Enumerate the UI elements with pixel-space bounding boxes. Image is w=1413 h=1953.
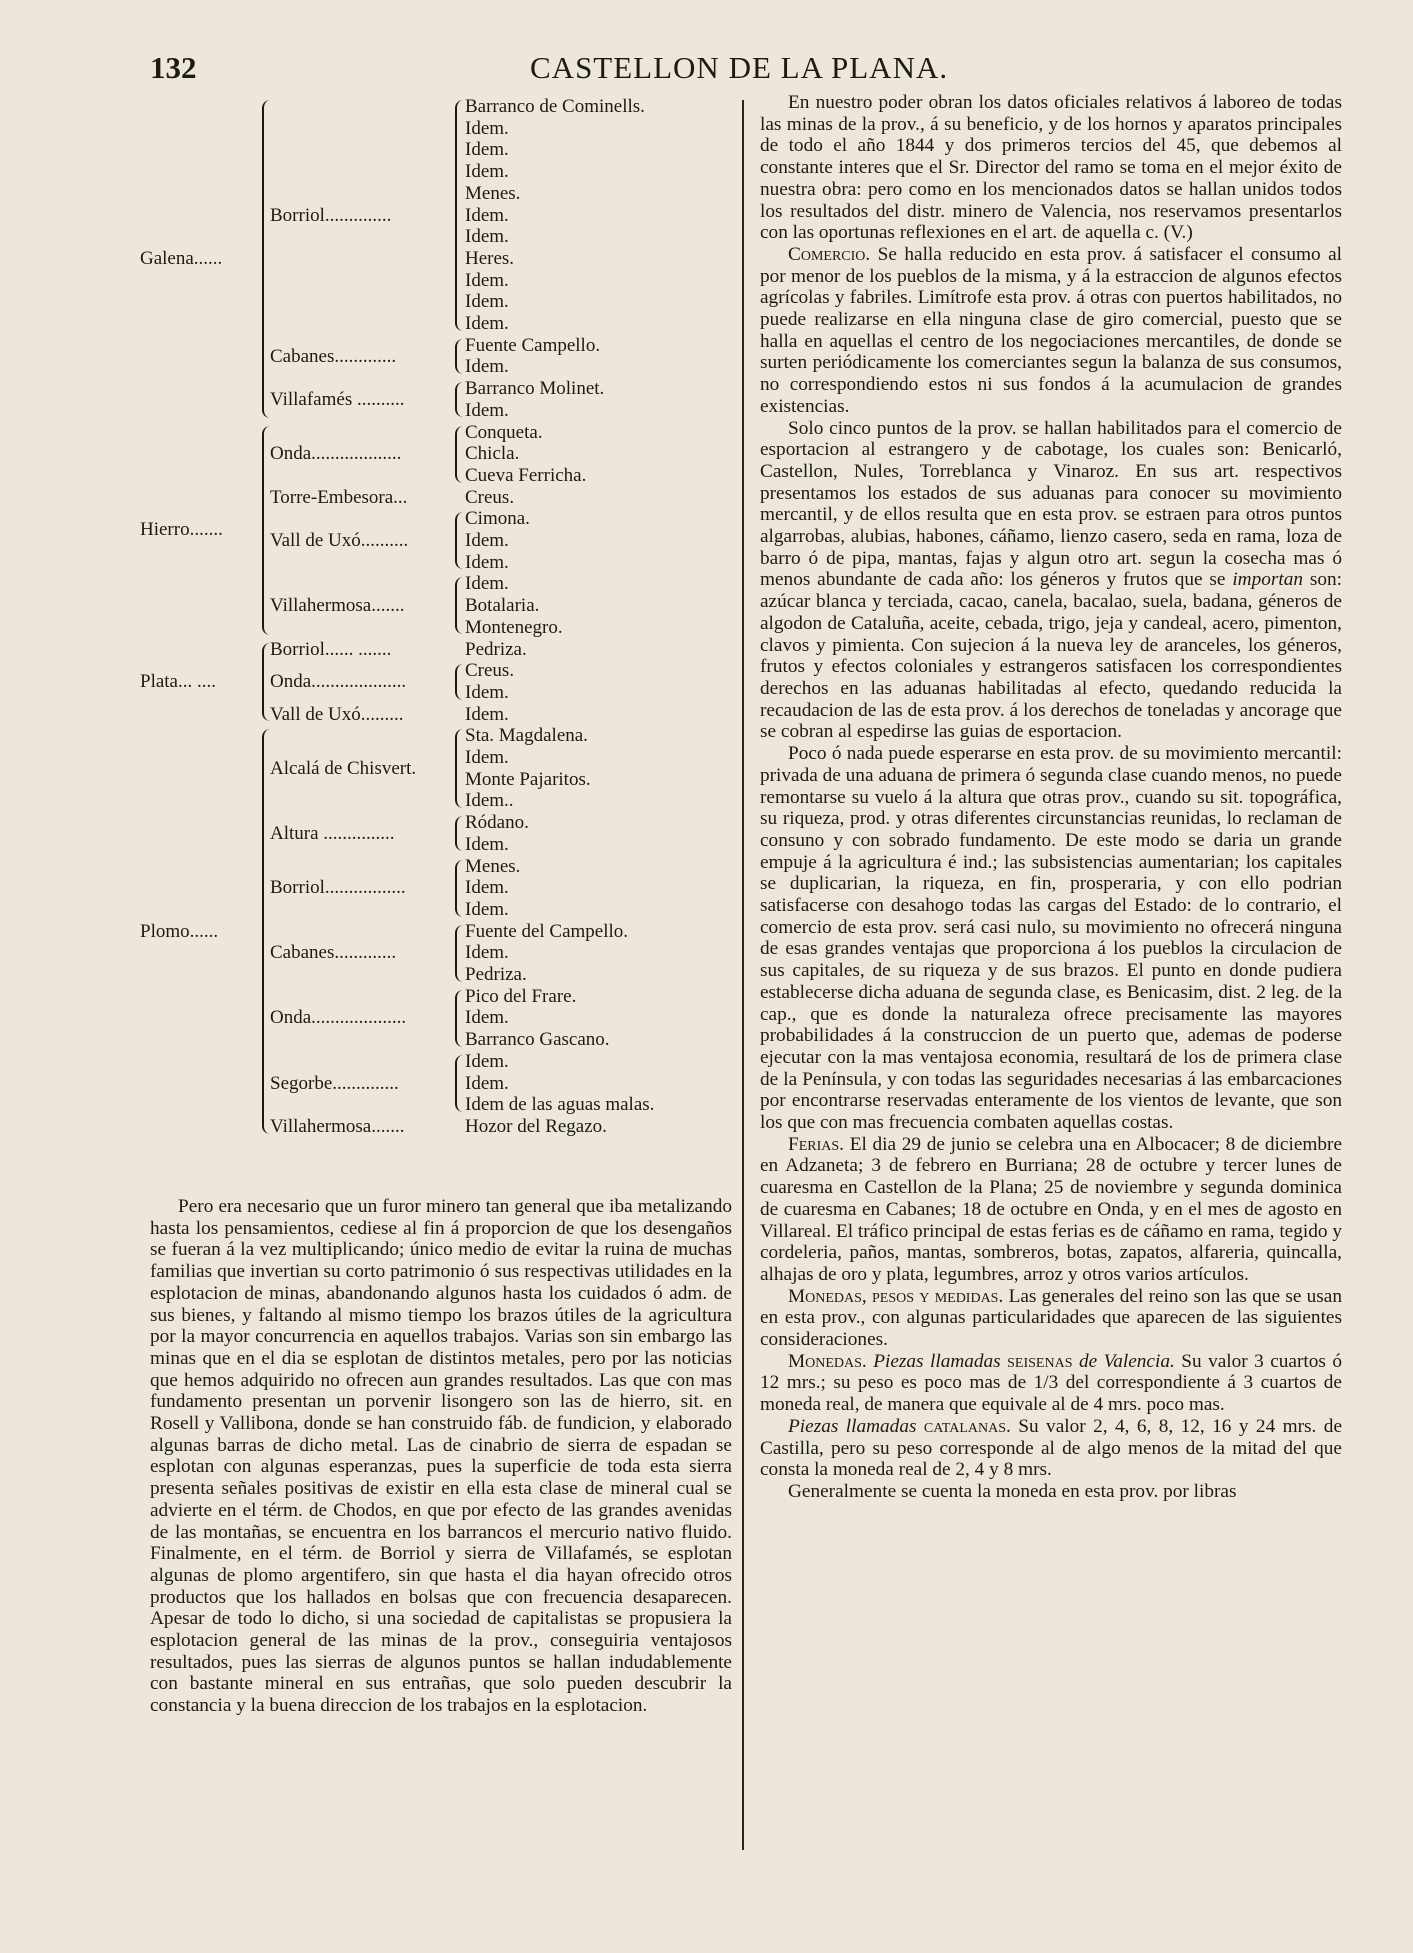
locality: Idem.	[465, 161, 509, 183]
brace	[455, 1055, 463, 1112]
locality: Idem.	[465, 204, 509, 226]
locality: Idem.	[465, 1007, 509, 1029]
locality: Botalaria.	[465, 595, 540, 617]
locality: Idem.	[465, 313, 509, 334]
source-name: Borriol...... .......	[270, 638, 392, 660]
locality: Hozor del Regazo.	[465, 1115, 607, 1137]
seisenas-em-2: de Valencia.	[1072, 1350, 1175, 1372]
brace	[455, 664, 463, 699]
heading-monedas-2: Monedas.	[788, 1350, 867, 1372]
source-name: Altura ...............	[270, 822, 395, 844]
locality: Idem.	[465, 833, 509, 855]
locality: Idem.	[465, 573, 509, 595]
locality: Idem.	[465, 877, 509, 899]
locality: Barranco Gascano.	[465, 1029, 610, 1051]
mining-paragraph: Pero era necesario que un furor minero tan general que iba metalizando hasta los pensamientos, cediese al fin á proporcion de que los desengaños se fueran á la vez multiplicando; único medio de evitar la ruina de muchas familias que invertian su corto patrimonio ó sus respectivas utilidades en la esplotacion de minas, abandonando algunos hasta los cuidados ó adm. de sus bienes, y faltando al mismo tiempo los brazos útiles de la agricultura por la mayor concurrencia en aquellos trabajos. Varias son sin embargo las minas que en el dia se esplotan de distintos metales, pero por las noticias que hemos adquirido no ofrecen aun grandes resultados. Las que con mas fundamento presentan un porvenir lisongero son las de hierro, sit. en Rosell y Vallibona, donde se han construido fáb. de fundicion, y elaborado algunas barras de dicho metal. Las de cinabrio de sierra de espadan se esplotan con algunas esperanzas, pues la superficie de toda esta sierra presenta señales positivas de existir en ella esta clase de mineral cual se advierte en el térm. de Chodos, en que por efecto de las grandes avenidas de las montañas, se encuentra en los barrancos el mercurio nativo fluido. Finalmente, en el térm. de Borriol y sierra de Villafamés, se esplotan algunas de plomo argentifero, sin que hasta el dia hayan ofrecido otros productos que los hallados en bolsas que con frecuencia desaparecen. Apesar de todo lo dicho, si una sociedad de capitalistas se propusiera la esplotacion general de las minas de la prov., conseguiria ventajosos resultados, pues las sierras de algunos puntos se hallan indudablemente con bastante mineral en sus entrañas, que solo pueden descubrir la constancia y la buena direccion de los trabajos en la esplotacion.	[150, 1196, 732, 1717]
brace	[455, 729, 463, 808]
mineral-label: Galena......	[140, 247, 223, 269]
puntos-text-b: son: azúcar blanca y terciada, cacao, canela, bacalao, suela, badana, géneros de algodon de Cataluña, aceite, cebada, trigo, jeja y candeal, acero, pimenton, clavos y pimienta. Con sujecion á la nueva ley de aranceles, los géneros, frutos y efectos coloniales y estrangeros satisfacen los correspondientes derechos en las aduanas habilitadas al efecto, quedando reducida la recaudacion de las de esta prov. á los derechos de toneladas y ancorage que se cobran al espedirse las guias de esportacion.	[760, 569, 1342, 743]
locality: Idem.	[465, 942, 509, 964]
brace	[455, 512, 463, 569]
locality: Heres.	[465, 247, 515, 269]
locality: Cimona.	[465, 508, 530, 530]
locality: Idem de las aguas malas.	[465, 1094, 655, 1116]
right-column-text	[760, 92, 1342, 1503]
paragraph-ferias	[760, 1134, 1342, 1286]
brace	[262, 729, 270, 1133]
locality: Barranco de Cominells.	[465, 96, 645, 117]
mineral-label: Plomo......	[140, 920, 219, 942]
locality: Chicla.	[465, 443, 520, 465]
locality: Pico del Frare.	[465, 985, 577, 1007]
source-name: Alcalá de Chisvert.	[270, 757, 417, 779]
locality: Idem.	[465, 291, 509, 313]
locality: Idem.	[465, 139, 509, 161]
locality: Idem.	[465, 530, 509, 551]
locality: Monte Pajaritos.	[465, 768, 591, 790]
paragraph-monedas	[760, 1286, 1342, 1351]
seisenas-em: Piezas llamadas	[866, 1350, 1008, 1372]
locality: Fuente Campello.	[465, 334, 601, 356]
brace	[455, 925, 463, 982]
locality: Idem.	[465, 1072, 509, 1094]
locality: Barranco Molinet.	[465, 378, 605, 400]
paragraph-puntos	[760, 418, 1342, 744]
locality: Idem.	[465, 551, 509, 573]
seisenas-sc: seisenas	[1007, 1350, 1073, 1372]
source-name: Borriol.................	[270, 877, 406, 899]
ferias-text: El dia 29 de junio se celebra una en Albocacer; 8 de diciembre en Adzaneta; 3 de febrero en Burriana; 28 de octubre y tercer lunes de cuaresma en Castellon de la Plana; 25 de noviembre y segunda dominica de cuaresma en Cabanes; 18 de octubre en Onda, y en el mes de agosto en Villareal. El tráfico principal de estas ferias es de cáñamo en rama, tegido y cordeleria, paños, mantas, sombreros, botas, zapatos, alfareria, quincalla, alhajas de oro y plata, legumbres, arroz y otros varios artículos.	[760, 1133, 1342, 1285]
locality: Sta. Magdalena.	[465, 725, 588, 747]
locality: Idem.	[465, 898, 509, 920]
locality: Idem.	[465, 399, 509, 421]
heading-ferias: Ferias.	[788, 1133, 844, 1155]
locality: Creus.	[465, 486, 515, 508]
brace	[262, 100, 270, 418]
locality: Pedriza.	[465, 964, 527, 985]
locality: Conqueta.	[465, 421, 543, 443]
brace	[455, 339, 463, 374]
locality: Menes.	[465, 855, 521, 877]
locality: Menes.	[465, 182, 521, 204]
source-name: Onda...................	[270, 443, 402, 465]
paragraph-catalanas	[760, 1416, 1342, 1481]
comercio-text: Se halla reducido en esta prov. á satisfacer el consumo al por menor de los pueblos de la misma, y á la estraccion de algunos efectos agrícolas y fabriles. Limítrofe esta prov. á otras con puertos habilitados, no puede realizarse en ella ninguna clase de giro comercial, puesto que se halla en aquellas el centro de los negociaciones mercantiles, de donde se surten periódicamente los comerciantes segun la balanza de sus consumos, no correspondiendo estos ni sus fondos á la acumulacion de grandes existencias.	[760, 243, 1342, 417]
puntos-text: Solo cinco puntos de la prov. se hallan habilitados para el comercio de esportacion al estrangero y de cabotage, los cuales son: Benicarló, Castellon, Nules, Torreblanca y Vinaroz. En sus art. respectivos presentamos los estados de sus aduanas para conocer su movimiento mercantil, y de ellos resulta que en esta prov. se estraen para otros puntos algarrobas, alubias, habones, cáñamo, lienzo casero, seda en rama, loza de barro ó de pipa, mantas, fajas y algun otro art. segun la cosecha mas ó menos abundante de cada año: los géneros y frutos que se	[760, 417, 1342, 591]
locality: Idem.	[465, 356, 509, 378]
paragraph-seisenas	[760, 1351, 1342, 1416]
page-number: 132	[150, 50, 197, 85]
paragraph-datos: En nuestro poder obran los datos oficiales relativos á laboreo de todas las minas de la prov., á su beneficio, y de los hornos y aparatos principales de todo el año 1844 y dos primeros tercios del 45, que debemos al constante interes que el Sr. Director del ramo se toma en el mejor éxito de nuestra obra: pero como en los mencionados datos se hallan unidos todos los resultados del distr. minero de Valencia, nos reservamos presentarlos con las oportunas reflexiones en el art. de aquella c. (V.)	[760, 92, 1342, 244]
locality: Idem.	[465, 681, 509, 703]
source-name: Cabanes.............	[270, 345, 397, 367]
importan-em: importan	[1232, 569, 1304, 591]
catalanas-text: Su valor 2, 4, 6, 8, 12, 16 y 24 mrs. de Castilla, pero su peso corresponde al de algo menos de la mitad del que consta la moneda real de 2, 4 y 8 mrs.	[760, 1415, 1343, 1481]
source-name: Borriol..............	[270, 204, 392, 226]
locality: Idem.	[465, 117, 509, 139]
catalanas-sc: catalanas.	[923, 1415, 1011, 1437]
brace	[262, 426, 270, 635]
heading-comercio: Comercio.	[788, 243, 871, 265]
paragraph-comercio	[760, 244, 1342, 418]
locality: Pedriza.	[465, 638, 527, 660]
column-rule	[742, 100, 744, 1850]
locality: Idem.	[465, 703, 509, 725]
source-name: Onda....................	[270, 671, 407, 693]
source-name: Villafamés ..........	[270, 388, 405, 410]
locality: Montenegro.	[465, 616, 563, 638]
source-name: Torre-Embesora...	[270, 486, 408, 508]
locality: Creus.	[465, 660, 515, 682]
brace	[455, 382, 463, 417]
mineral-label: Plata... ....	[140, 671, 216, 693]
seisenas-text: Su valor 3 cuartos ó 12 mrs.; su peso es poco mas de 1/3 del correspondiente á 3 cuartos de moneda real, de manera que equivale al de 4 mrs. poco mas.	[760, 1350, 1342, 1416]
locality: Cueva Ferricha.	[465, 464, 587, 486]
source-name: Vall de Uxó.........	[270, 703, 404, 725]
minerals-table	[140, 96, 740, 1184]
brace	[455, 816, 463, 851]
locality: Idem.	[465, 1050, 509, 1072]
locality: Idem.	[465, 269, 509, 291]
locality: Idem.	[465, 226, 509, 248]
source-name: Vall de Uxó..........	[270, 530, 409, 551]
page-header	[150, 50, 1353, 90]
source-name: Villahermosa.......	[270, 595, 405, 617]
catalanas-em: Piezas llamadas	[788, 1415, 924, 1437]
source-name: Segorbe..............	[270, 1072, 399, 1094]
heading-monedas: Monedas, pesos y medidas.	[788, 1285, 1004, 1307]
locality: Ródano.	[465, 812, 529, 834]
running-title: CASTELLON DE LA PLANA.	[530, 50, 949, 85]
paragraph-libras: Generalmente se cuenta la moneda en esta prov. por libras	[788, 1481, 1237, 1502]
brace	[455, 990, 463, 1047]
paragraph-aduana: Poco ó nada puede esperarse en esta prov. de su movimiento mercantil: privada de una aduana de primera ó segunda clase cuando menos, no puede remontarse su vuelo á la altura que otras prov., cuando su sit. topográfica, su riqueza, prod. y otras diferentes circunstancias reunidas, lo reclaman de consuno y con sobrado fundamento. De este modo se daria un grande empuje á la agricultura é ind.; las subsistencias aumentarian; los capitales se duplicarian, la riqueza, en fin, prosperaria, y con ello podrian satisfacerse con desahogo todas las cargas del Estado: de lo contrario, el comercio de esta prov. será casi nulo, su movimiento no ofrecerá ninguna de esas grandes ventajas que proporciona á los pueblos la circulacion de sus capitales, de su riqueza y de sus brazos. El punto en donde pudiera establecerse dicha aduana de segunda clase, es Benicasim, dist. 2 leg. de la cap., que es donde la naturaleza ofrece precisamente las mayores probabilidades á la construccion de un puerto que, ademas de poderse ejecutar con la mas ventajosa economia, resultará de los de primera clase de la Península, y con todas las seguridades necesarias á las embarcaciones por encontrarse reservadas enteramente de los vientos de levante, que son los que con mas frecuencia combaten aquellas costas.	[760, 743, 1342, 1134]
locality: Fuente del Campello.	[465, 920, 629, 942]
source-name: Cabanes.............	[270, 942, 397, 964]
locality: Idem..	[465, 790, 514, 812]
brace	[455, 426, 463, 483]
mineral-label: Hierro.......	[140, 519, 223, 541]
source-name: Onda....................	[270, 1007, 407, 1029]
brace	[455, 860, 463, 917]
left-column-text	[150, 1196, 732, 1717]
brace	[262, 643, 270, 722]
monedas-text: Las generales del reino son las que se usan en esta prov., con algunas particularidades que aparecen de las siguientes consideraciones.	[760, 1285, 1342, 1351]
locality: Idem.	[465, 747, 509, 768]
source-name: Villahermosa.......	[270, 1115, 405, 1137]
brace	[455, 577, 463, 634]
brace	[455, 100, 463, 331]
